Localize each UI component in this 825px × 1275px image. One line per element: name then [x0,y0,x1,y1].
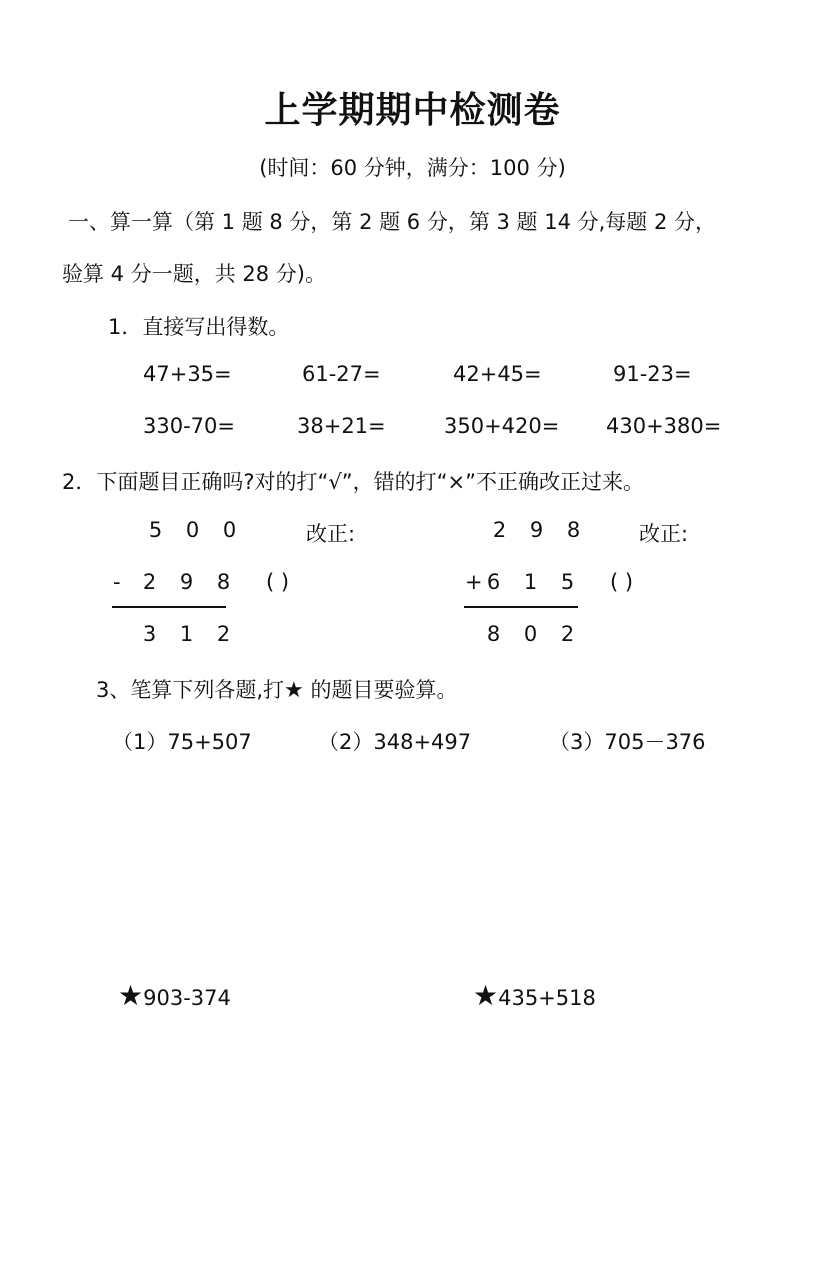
sum-line [464,606,578,608]
digit: 9 [529,518,544,542]
question-1-label: 1．直接写出得数。 [108,315,290,339]
question-2-label: 2．下面题目正确吗?对的打“√”，错的打“×”不正确改正过来。 [62,470,644,494]
written-problem: （3）705－376 [549,730,706,754]
section-heading-line2: 验算 4 分一题，共 28 分)。 [62,262,326,286]
vertical-calc-right-result [475,622,586,646]
oral-problem: 91-23= [613,362,692,386]
oral-problem: 330-70= [143,414,235,438]
digit: 8 [566,518,581,542]
digit: 0 [523,622,538,646]
star-icon: ★ [284,678,304,703]
digit: 8 [486,622,501,646]
vertical-calc-right-mid [475,570,586,594]
digit: 5 [560,570,575,594]
star-icon: ★ [118,979,144,1012]
vertical-calc-left-mid [131,570,242,594]
oral-problem: 47+35= [143,362,232,386]
starred-problem-text: 903-374 [143,986,231,1010]
sum-line [112,606,226,608]
digit: 2 [216,622,231,646]
operator-minus: - [113,570,121,594]
oral-problem: 61-27= [302,362,381,386]
answer-blank[interactable]: ( ) [266,570,290,594]
digit: 2 [560,622,575,646]
digit: 9 [179,570,194,594]
vertical-calc-right-top [481,518,592,542]
written-problem: （2）348+497 [318,730,472,754]
answer-blank[interactable]: ( ) [610,570,634,594]
digit: 5 [148,518,163,542]
oral-problem: 38+21= [297,414,386,438]
vertical-calc-left-top [137,518,248,542]
digit: 1 [523,570,538,594]
oral-problem: 350+420= [444,414,560,438]
written-problem: （1）75+507 [112,730,252,754]
digit: 2 [142,570,157,594]
starred-problem [118,979,231,1012]
starred-problem [473,979,596,1012]
question-3-label-end: 的题目要验算。 [303,678,458,702]
correction-label: 改正: [639,522,689,546]
vertical-calc-left-result [131,622,242,646]
oral-problem: 42+45= [453,362,542,386]
correction-label: 改正: [306,522,356,546]
exam-info: (时间：60 分钟，满分：100 分) [259,156,566,180]
question-3-label [96,674,457,704]
digit: 1 [179,622,194,646]
digit: 3 [142,622,157,646]
oral-problem: 430+380= [606,414,722,438]
digit: 0 [185,518,200,542]
star-icon: ★ [473,979,499,1012]
digit: 8 [216,570,231,594]
page-title: 上学期期中检测卷 [264,90,561,131]
starred-problem-text: 435+518 [498,986,596,1010]
section-heading-line1: 一、算一算（第 1 题 8 分，第 2 题 6 分，第 3 题 14 分,每题 2 分， [68,210,717,234]
digit: 2 [492,518,507,542]
digit: 0 [222,518,237,542]
question-3-label-start: 3、笔算下列各题,打 [96,678,285,702]
operator-plus: + [465,570,483,594]
digit: 6 [486,570,501,594]
